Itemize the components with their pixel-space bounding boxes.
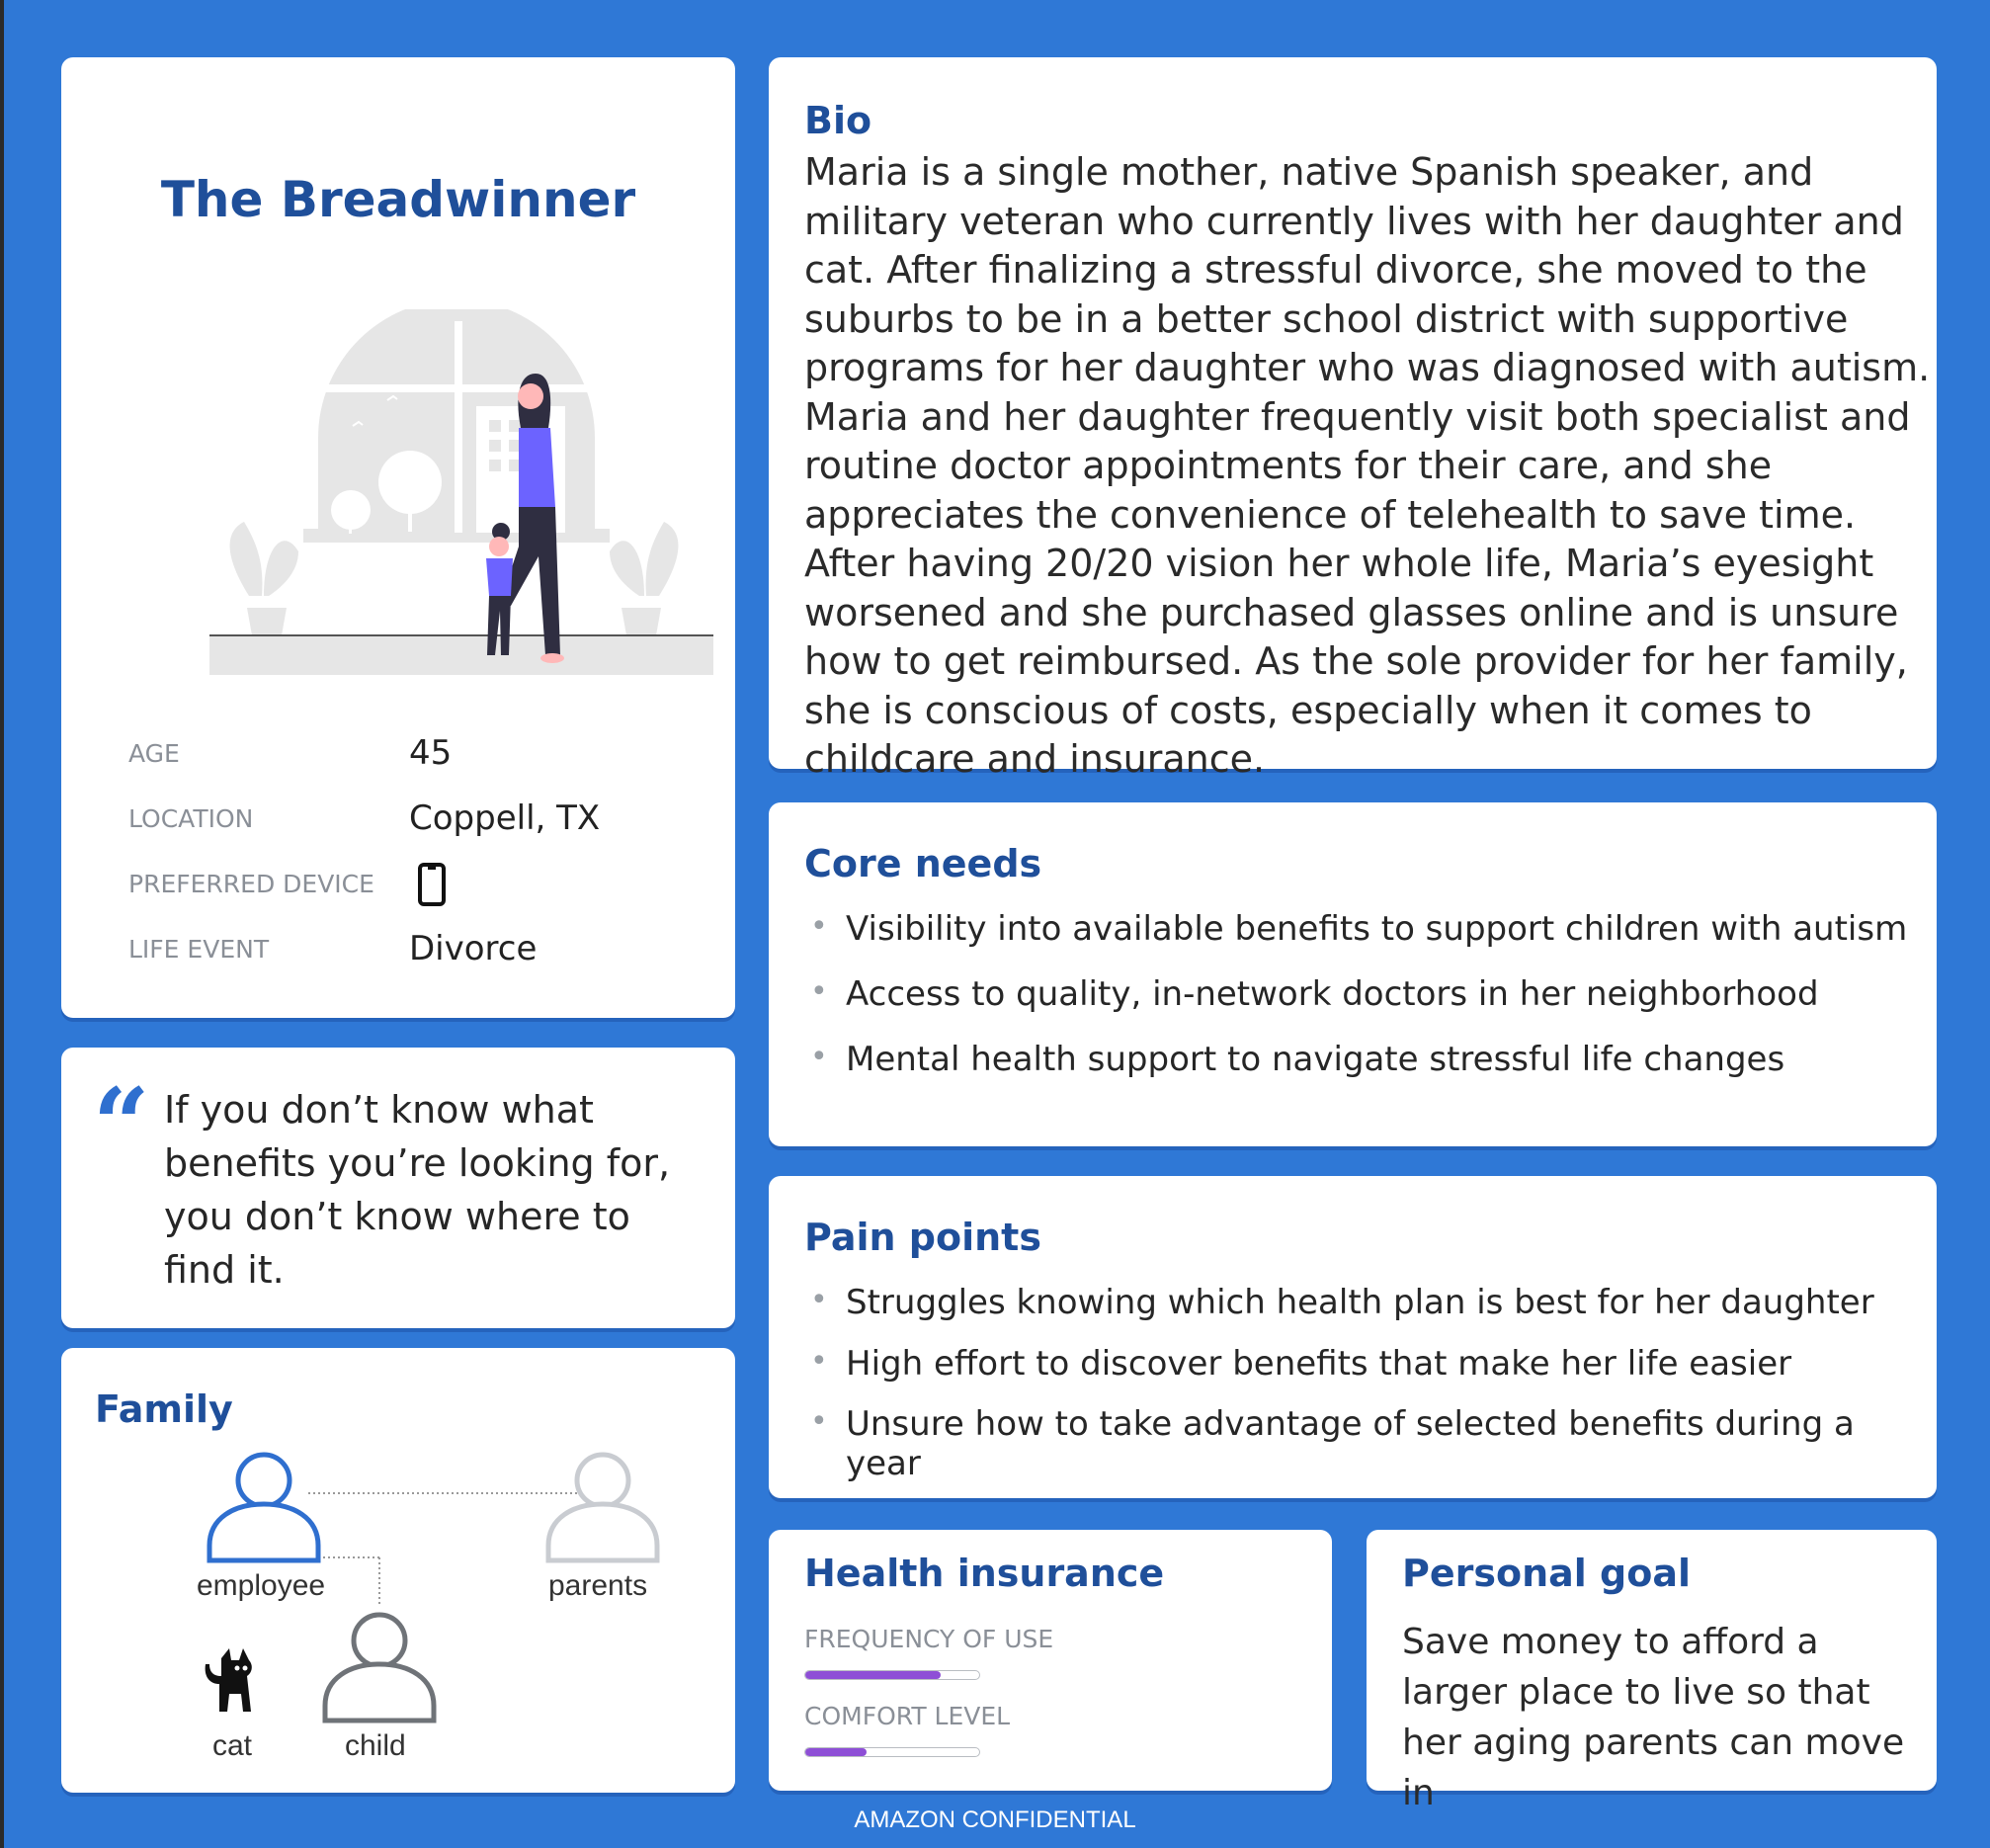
- family-card: [61, 1348, 735, 1793]
- personal-goal-text: Save money to afford a larger place to live so that her aging parents can move in: [1402, 1622, 1905, 1813]
- bullet-icon: •: [810, 1283, 828, 1317]
- comfort-level-bar: [804, 1747, 980, 1757]
- pain-points-list: [804, 1283, 1937, 1483]
- core-needs-heading: Core needs: [804, 842, 1042, 885]
- life-event-value: Divorce: [409, 929, 538, 968]
- life-event-label: LIFE EVENT: [128, 935, 270, 964]
- personal-goal-heading: Personal goal: [1402, 1552, 1692, 1595]
- bullet-icon: •: [810, 1343, 828, 1379]
- smartphone-icon: [417, 862, 447, 907]
- pain-points-heading: Pain points: [804, 1216, 1041, 1259]
- health-insurance-card: [769, 1530, 1332, 1791]
- location-value: Coppell, TX: [409, 798, 601, 838]
- bullet-icon: •: [810, 1404, 828, 1439]
- window-edge: [0, 0, 4, 1848]
- location-label: LOCATION: [128, 804, 254, 833]
- persona-title: The Breadwinner: [160, 171, 636, 228]
- parents-label: parents: [548, 1569, 648, 1602]
- core-need-text: Access to quality, in-network doctors in her neighborhood: [846, 974, 1819, 1014]
- family-heading: Family: [95, 1387, 233, 1431]
- list-item: [804, 909, 1907, 974]
- health-insurance-heading: Health insurance: [804, 1552, 1165, 1595]
- child-person-icon: [320, 1607, 439, 1725]
- core-needs-list: [804, 909, 1907, 1105]
- bio-text: Maria is a single mother, native Spanish speaker, and military veteran who currently lives with her daughter and cat. After finalizing a stressful divorce, she moved to the suburbs to be in a better school district with supportive programs for her daughter who was diagnosed with autism. Maria and her daughter frequently visit both specialist and routine doctor appointments for their care, and she appreciates the convenience of telehealth to save time. After having 20/20 vision her whole life, Maria’s eyesight worsened and she purchased glasses online and is unsure how to get reimbursed. As the sole provider for her family, she is conscious of costs, especially when it comes to childcare and insurance.: [804, 150, 1931, 781]
- frequency-of-use-label: FREQUENCY OF USE: [804, 1625, 1054, 1653]
- personal-goal-card: [1367, 1530, 1937, 1813]
- preferred-device-label: PREFERRED DEVICE: [128, 870, 374, 898]
- pain-points-card: [769, 1176, 1937, 1498]
- list-item: [804, 1283, 1937, 1344]
- age-value: 45: [409, 733, 453, 773]
- core-needs-card: [769, 802, 1937, 1146]
- pain-point-text: Struggles knowing which health plan is best for her daughter: [846, 1283, 1874, 1322]
- bullet-icon: •: [810, 974, 828, 1009]
- employee-person-icon: [205, 1447, 323, 1565]
- mother-daughter-illustration: [205, 309, 718, 705]
- quote-text: If you don’t know what benefits you’re looking for, you don’t know where to find it.: [164, 1088, 671, 1292]
- quote-icon: “: [93, 1066, 150, 1183]
- list-item: [804, 1344, 1937, 1405]
- bullet-icon: •: [810, 1040, 828, 1074]
- core-need-text: Mental health support to navigate stressful life changes: [846, 1040, 1785, 1079]
- comfort-level-fill: [805, 1748, 867, 1756]
- list-item: [804, 974, 1907, 1040]
- confidentiality-footer: AMAZON CONFIDENTIAL: [854, 1806, 1136, 1833]
- age-label: AGE: [128, 739, 180, 768]
- employee-label: employee: [197, 1569, 326, 1602]
- cat-icon: [200, 1644, 271, 1716]
- frequency-of-use-bar: [804, 1670, 980, 1680]
- child-label: child: [345, 1729, 406, 1762]
- bullet-icon: •: [810, 909, 828, 944]
- list-item: [804, 1404, 1937, 1483]
- quote-card: [61, 1048, 735, 1328]
- frequency-of-use-fill: [805, 1671, 941, 1679]
- profile-card: [61, 57, 735, 1018]
- cat-label: cat: [212, 1729, 253, 1762]
- pain-point-text: Unsure how to take advantage of selected benefits during a year: [846, 1404, 1855, 1483]
- list-item: [804, 1040, 1907, 1105]
- comfort-level-label: COMFORT LEVEL: [804, 1702, 1011, 1730]
- bio-heading: Bio: [804, 99, 872, 142]
- bio-card: [769, 57, 1937, 781]
- pain-point-text: High effort to discover benefits that make her life easier: [846, 1343, 1792, 1384]
- core-need-text: Visibility into available benefits to support children with autism: [846, 909, 1908, 949]
- parents-person-icon: [543, 1447, 662, 1565]
